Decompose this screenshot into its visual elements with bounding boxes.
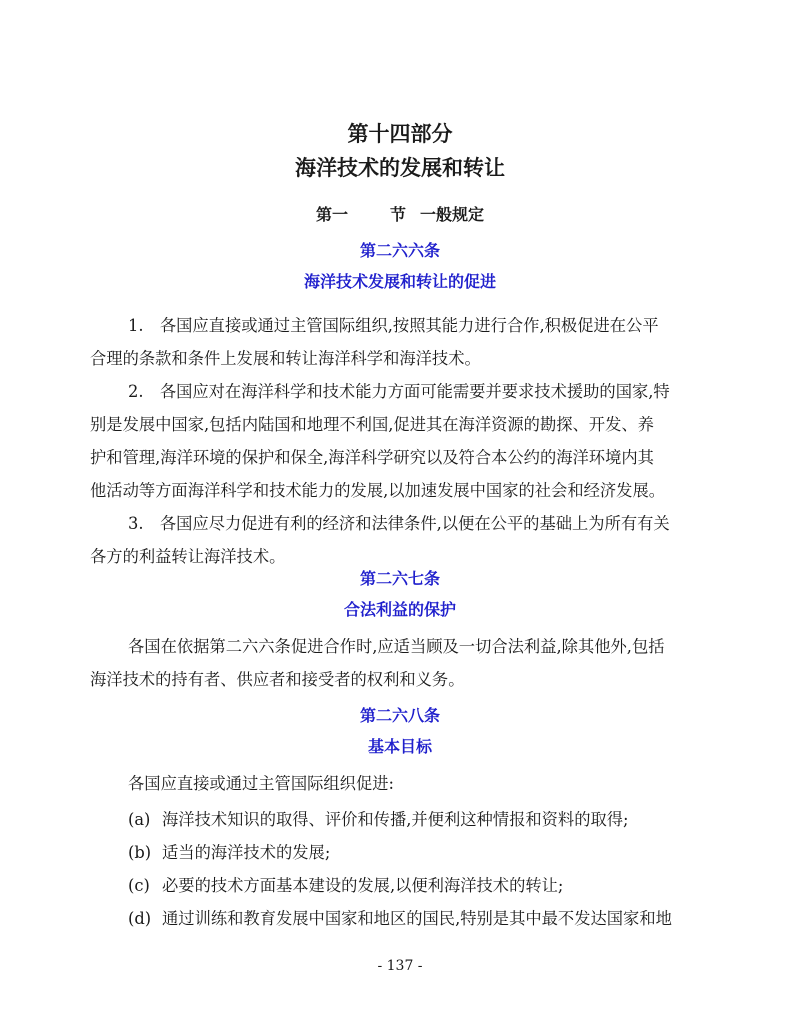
item-text: 适当的海洋技术的发展; — [162, 843, 331, 862]
article-267-para-line-2: 海洋技术的持有者、供应者和接受者的权利和义务。 — [90, 670, 465, 689]
article-267-para-line-1: 各国在依据第二六六条促进合作时,应适当顾及一切合法利益,除其他外,包括 — [128, 637, 665, 656]
article-268-item-d — [128, 905, 672, 929]
part-subtitle: 海洋技术的发展和转让 — [295, 156, 505, 180]
article-268-item-b — [128, 839, 330, 863]
article-266-para-2-line-4: 他活动等方面海洋科学和技术能力的发展,以加速发展中国家的社会和经济发展。 — [90, 481, 666, 500]
item-text: 海洋技术知识的取得、评价和传播,并便利这种情报和资料的取得; — [162, 810, 629, 829]
section-title: 一般规定 — [420, 205, 485, 224]
article-268-item-a — [128, 806, 629, 830]
article-267-number: 第二六七条 — [359, 569, 440, 588]
article-266-para-2-line-2: 别是发展中国家,包括内陆国和地理不利国,促进其在海洋资源的勘探、开发、养 — [90, 415, 654, 434]
item-marker: (d) — [128, 909, 152, 928]
item-text: 通过训练和教育发展中国家和地区的国民,特别是其中最不发达国家和地 — [162, 909, 672, 928]
section-label-a: 第一 — [315, 205, 348, 224]
article-266-para-1-line-2: 合理的条款和条件上发展和转让海洋科学和海洋技术。 — [90, 349, 481, 368]
item-marker: (b) — [128, 843, 152, 862]
article-266-para-3-line-2: 各方的利益转让海洋技术。 — [90, 547, 286, 566]
item-marker: (c) — [128, 876, 150, 895]
section-heading — [0, 202, 800, 225]
article-268-intro: 各国应直接或通过主管国际组织促进: — [128, 774, 394, 793]
article-268-item-c — [128, 872, 563, 896]
article-266-para-1-line-1: 1. 各国应直接或通过主管国际组织,按照其能力进行合作,积极促进在公平 — [128, 316, 659, 335]
page-number: - 137 - — [377, 958, 423, 974]
item-text: 必要的技术方面基本建设的发展,以便利海洋技术的转让; — [162, 876, 564, 895]
article-268-title: 基本目标 — [367, 737, 432, 756]
article-266-title: 海洋技术发展和转让的促进 — [303, 272, 496, 291]
article-266-number: 第二六六条 — [359, 241, 440, 260]
article-266-para-2-line-1: 2. 各国应对在海洋科学和技术能力方面可能需要并要求技术援助的国家,特 — [128, 382, 670, 401]
article-266-para-3-line-1: 3. 各国应尽力促进有利的经济和法律条件,以便在公平的基础上为所有有关 — [128, 514, 670, 533]
article-267-title: 合法利益的保护 — [343, 600, 456, 619]
section-label-b: 节 — [389, 205, 406, 224]
article-266-para-2-line-3: 护和管理,海洋环境的保护和保全,海洋科学研究以及符合本公约的海洋环境内其 — [90, 448, 654, 467]
part-title: 第十四部分 — [347, 122, 453, 146]
item-marker: (a) — [128, 810, 151, 829]
article-268-number: 第二六八条 — [359, 706, 440, 725]
